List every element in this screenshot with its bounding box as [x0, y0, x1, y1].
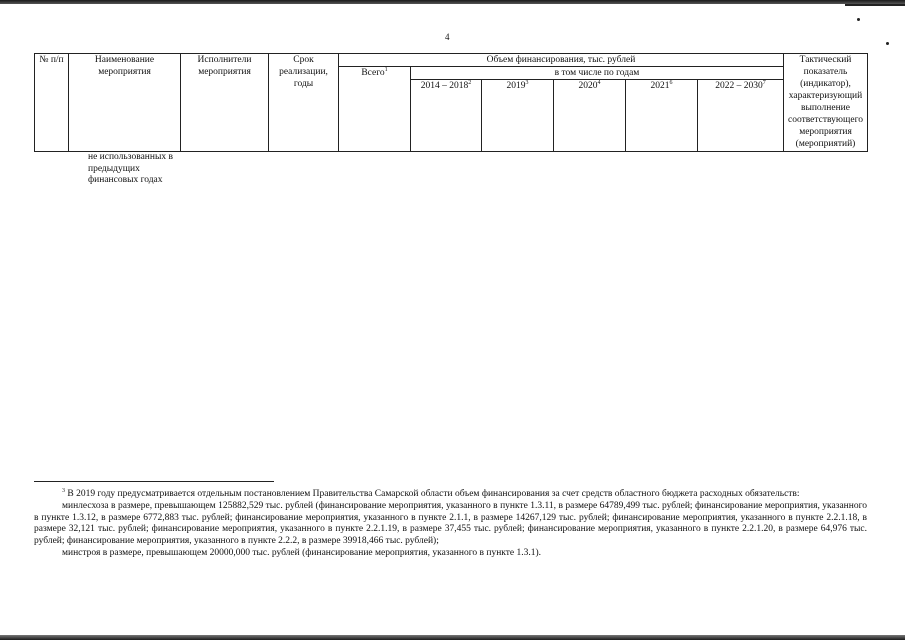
header-year-2020: 2020$^4$ — [554, 80, 626, 152]
header-financing: Объем финансирования, тыс. рублей — [339, 54, 784, 67]
header-year-2019: 2019$^3$ — [482, 80, 554, 152]
footnote-separator — [34, 481, 274, 482]
scan-edge-top-right — [845, 4, 905, 6]
header-year-2021: 2021$^6$ — [626, 80, 698, 152]
header-year-2014-2018: 2014 – 2018$^2$ — [411, 80, 482, 152]
header-total: Всего$^1$ — [339, 67, 411, 152]
header-executors: Исполнители мероприятия — [181, 54, 269, 152]
continuation-text — [88, 152, 173, 187]
continuation-line: не использованных в — [88, 152, 173, 162]
header-name: Наименование мероприятия — [69, 54, 181, 152]
page-number: 4 — [445, 32, 450, 42]
footnote — [34, 489, 867, 560]
footnote-intro: $^3$ В 2019 году предусматривается отдельным постановлением Правительства Самарской области объем финансирования за счет средств областного бюджета расходных обязательств: — [62, 487, 800, 499]
header-by-years: в том числе по годам — [411, 67, 784, 80]
scan-speck — [886, 42, 889, 45]
header-year-2022-2030: 2022 – 2030$^7$ — [698, 80, 784, 152]
header-num: № п/п — [35, 54, 69, 152]
scan-edge-bottom — [0, 635, 905, 640]
scan-edge-top — [0, 0, 905, 4]
footnote-marker: 3 — [62, 487, 65, 494]
continuation-line: финансовых годах — [88, 175, 163, 185]
footnote-item-minstroy: минстроя в размере, превышающем 20000,000 тыс. рублей (финансирование мероприятия, указанного в пункте 1.3.1). — [62, 547, 542, 558]
header-indicator: Тактический показатель (индикатор), характеризующий выполнение соответствующего мероприятия (мероприятий) — [784, 54, 868, 152]
footnote-item-minleshoz: минлесхоза в размере, превышающем 125882,529 тыс. рублей (финансирование мероприятия, указанного в пункте 1.3.11, в размере 64789,499 тыс. рублей; финансирование мероприятия, указанного в пункте 1.3.12, в размере 6772,883 тыс. рублей; финансирование мероприятия, указанного в пункте 2.1.1, в размере 14267,129 тыс. рублей; финансирование мероприятия, указанного в пункте 2.2.1.18, в размере 32,121 тыс. рублей; финансирование мероприятия, указанного в пункте 2.2.1.19, в размере 37,455 тыс. рублей; финансирование мероприятия, указанного в пункте 2.2.1.20, в размере 64,976 тыс. рублей; финансирование мероприятия, указанного в пункте 2.2.2, в размере 39918,466 тыс. рублей); — [34, 500, 867, 547]
continuation-line: предыдущих — [88, 163, 140, 174]
scan-speck — [857, 18, 860, 21]
financing-table — [34, 53, 868, 152]
header-term: Срок реализации, годы — [269, 54, 339, 152]
